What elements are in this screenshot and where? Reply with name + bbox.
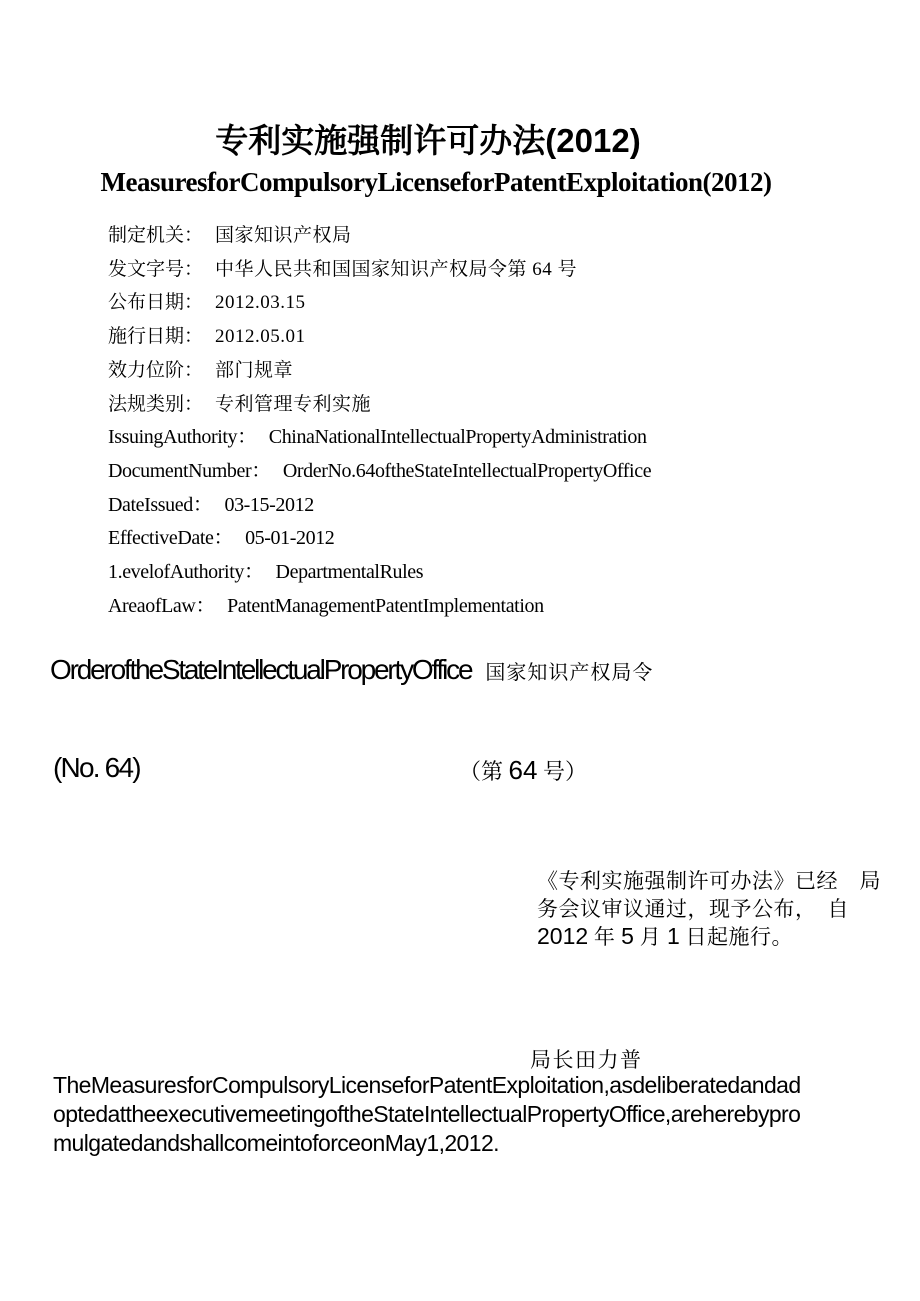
meta-value: 国家知识产权局 — [215, 225, 352, 246]
meta-label: 制定机关： — [108, 225, 204, 246]
meta-label: DateIssued： — [108, 493, 213, 516]
meta-row-area-of-law-en — [108, 590, 651, 624]
meta-label: 1.evelofAuthority： — [108, 561, 264, 584]
meta-value: DepartmentalRules — [275, 561, 424, 584]
meta-row-issuing-authority-zh — [108, 219, 651, 253]
announcement-month: 5 — [621, 923, 634, 949]
body-paragraph-line-3: mulgatedandshallcomeintoforceonMay1,2012. — [53, 1130, 499, 1156]
meta-row-date-issued-zh — [108, 286, 651, 320]
meta-label: DocumentNumber： — [108, 459, 271, 482]
announcement-line-3 — [537, 923, 881, 952]
meta-row-effective-date-en — [108, 522, 651, 556]
meta-row-level-of-authority-en — [108, 556, 651, 590]
document-title-zh: 专利实施强制许可办法(2012) — [215, 122, 641, 159]
body-paragraph-line-2: optedattheexecutivemeetingoftheStateIntellectualPropertyOffice,areherebypro — [53, 1101, 801, 1127]
announcement-month-label: 月 — [633, 925, 667, 949]
meta-label: 施行日期： — [108, 326, 204, 348]
body-paragraph-line-1: TheMeasuresforCompulsoryLicenseforPatentExploitation,asdeliberatedandad — [53, 1072, 801, 1098]
meta-value: 专利管理专利实施 — [215, 393, 372, 415]
meta-label: EffectiveDate： — [108, 527, 234, 550]
meta-value: 05-01-2012 — [245, 527, 335, 550]
meta-label: IssuingAuthority： — [108, 426, 257, 449]
order-heading-en: OrderoftheStateIntellectualPropertyOffice — [50, 654, 472, 685]
meta-value: PatentManagementPatentImplementation — [227, 594, 544, 617]
meta-value: 03-15-2012 — [224, 493, 314, 516]
meta-value: 2012.03.15 — [215, 292, 306, 314]
signature-director: 局长田力普 — [530, 1048, 643, 1072]
meta-label: 法规类别： — [108, 393, 204, 415]
meta-value: 部门规章 — [215, 359, 294, 381]
meta-row-document-number-zh — [108, 253, 651, 287]
order-number-en: (No. 64) — [53, 752, 140, 783]
meta-label: AreaofLaw： — [108, 594, 216, 617]
meta-row-level-of-authority-zh — [108, 354, 651, 388]
announcement-day: 1 — [666, 923, 680, 949]
announcement-line-1: 《专利实施强制许可办法》已经 局 — [537, 869, 881, 893]
meta-value: ChinaNationalIntellectualPropertyAdministration — [268, 426, 647, 449]
meta-row-date-issued-en — [108, 489, 651, 523]
announcement-day-label: 日起施行。 — [679, 925, 794, 949]
order-number-zh-open: （第 — [459, 759, 509, 784]
order-heading-zh: 国家知识产权局令 — [485, 662, 654, 684]
metadata-block — [108, 219, 651, 623]
body-paragraph — [53, 1071, 801, 1158]
announcement-year-label: 年 — [588, 925, 622, 949]
meta-value: 中华人民共和国国家知识产权局令第 64 号 — [215, 258, 578, 280]
order-number-row — [53, 752, 873, 788]
meta-row-effective-date-zh — [108, 320, 651, 354]
meta-label: 发文字号： — [108, 258, 204, 280]
announcement-line-2: 务会议审议通过，现予公布， 自 — [537, 896, 849, 921]
meta-row-area-of-law-zh — [108, 388, 651, 422]
meta-row-document-number-en — [108, 455, 651, 489]
order-number-zh-num: 64 — [508, 755, 538, 785]
meta-label: 公布日期： — [108, 292, 204, 314]
order-number-zh-close: 号） — [537, 759, 587, 784]
meta-row-issuing-authority-en — [108, 421, 651, 455]
announcement-year: 2012 — [537, 923, 589, 949]
announcement-paragraph — [537, 868, 881, 952]
order-number-zh — [459, 755, 587, 786]
document-title-en: MeasuresforCompulsoryLicenseforPatentExploitation(2012) — [100, 167, 772, 197]
meta-value: 2012.05.01 — [215, 326, 306, 348]
meta-label: 效力位阶： — [108, 359, 204, 381]
meta-value: OrderNo.64oftheStateIntellectualPropertyOffice — [282, 459, 652, 482]
order-heading — [50, 654, 653, 686]
